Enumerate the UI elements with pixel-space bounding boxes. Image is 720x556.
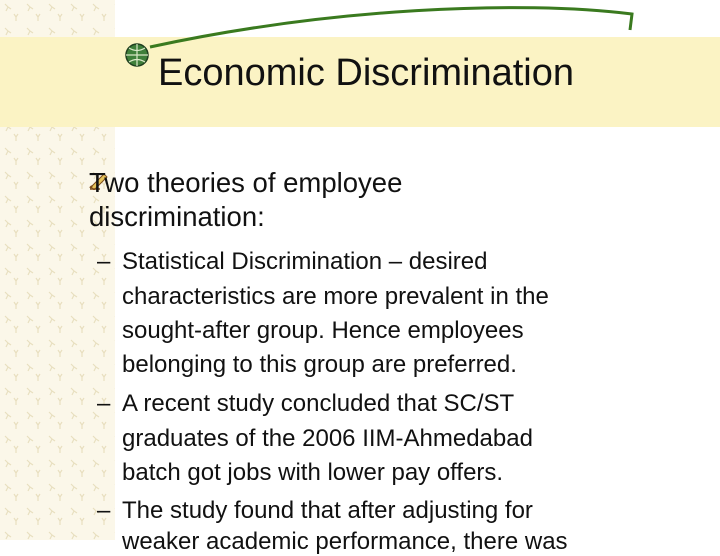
- sub-bullet-line: batch got jobs with lower pay offers.: [122, 459, 504, 486]
- sub-bullet-line: graduates of the 2006 IIM-Ahmedabad: [122, 425, 533, 452]
- sub-bullet-line: characteristics are more prevalent in the: [122, 283, 549, 310]
- slide-title: Economic Discrimination: [158, 52, 575, 94]
- sub-bullet-line: A recent study concluded that SC/ST: [122, 390, 515, 417]
- sub-bullet-line: weaker academic performance, there was: [122, 528, 568, 555]
- sub-bullet-line: Statistical Discrimination – desired: [122, 248, 488, 275]
- sub-bullet-marker: –: [97, 497, 111, 524]
- sub-bullet-line: The study found that after adjusting for: [122, 497, 533, 524]
- sub-bullet-marker: –: [97, 248, 111, 275]
- sub-bullet-line: belonging to this group are preferred.: [122, 351, 517, 378]
- sub-bullet-marker: –: [97, 390, 111, 417]
- bullet-text-line: Two theories of employee: [89, 167, 403, 198]
- sub-bullet-line: sought-after group. Hence employees: [122, 317, 524, 344]
- bullet-text-line: discrimination:: [89, 201, 265, 232]
